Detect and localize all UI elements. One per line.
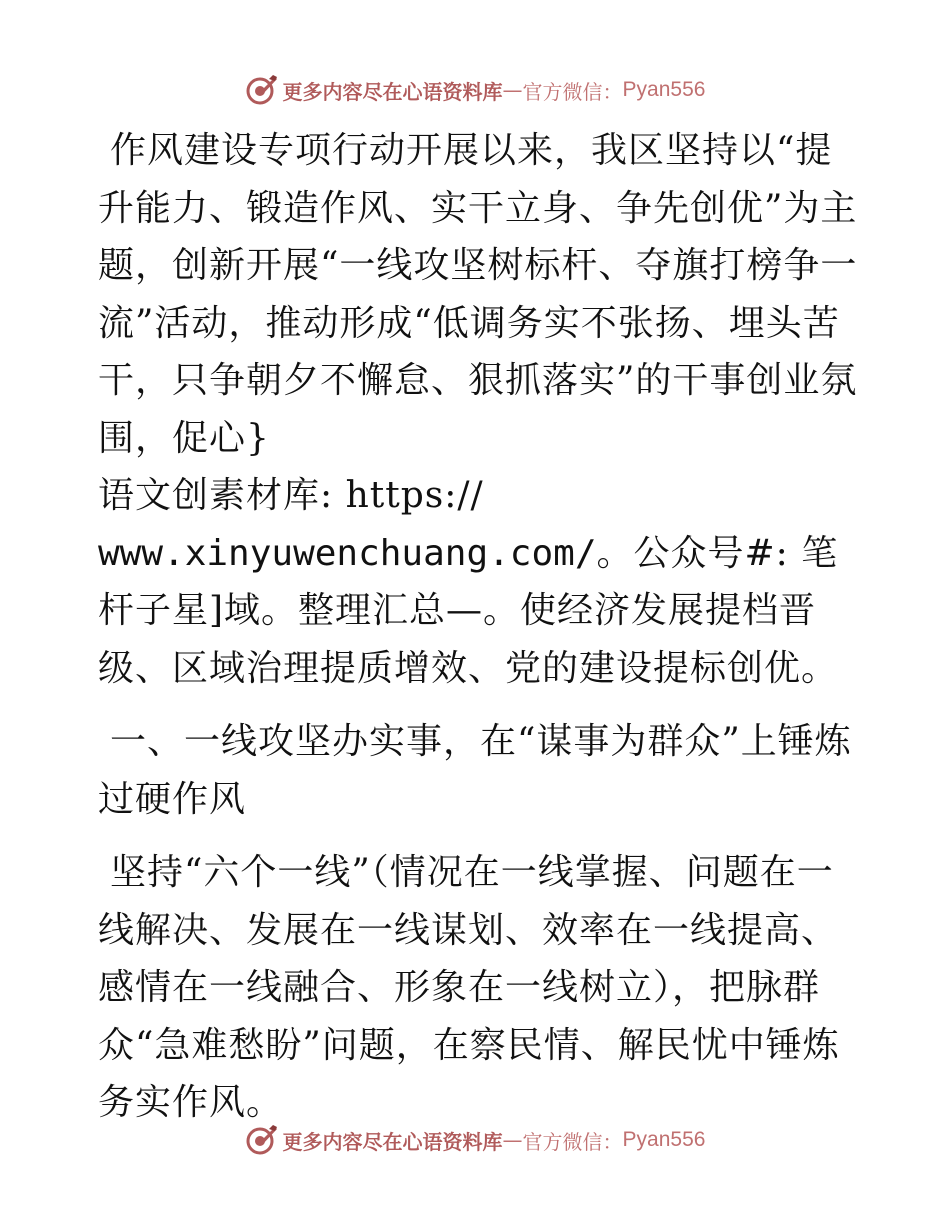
banner-separator: — xyxy=(502,78,523,102)
banner-wechat-label: 官方微信： xyxy=(522,79,623,104)
banner-wechat-label: 官方微信： xyxy=(522,1129,623,1154)
section-heading-1: 一、一线攻坚办实事，在“谋事为群众”上锤炼过硬作风 xyxy=(98,721,852,820)
header-banner xyxy=(0,70,950,110)
document-body xyxy=(98,122,858,1132)
footer-banner xyxy=(0,1120,950,1160)
banner-wechat-id: Pyan556 xyxy=(622,1128,706,1151)
quill-seal-icon xyxy=(245,1123,279,1157)
paragraph-intro-lead: 作风建设专项行动开展以来，我区坚持以“提升能力、锻造作风、实干立身、争先创优”为主题，创新开展“一线攻坚树标杆、夺旗打榜争一流”活动，推动形成“低调务实不张扬、埋头苦干，只争朝夕不懈怠、狠抓落实”的干事创业氛围，促心} xyxy=(98,130,858,459)
banner-wechat-id: Pyan556 xyxy=(622,78,706,101)
paragraph-intro xyxy=(98,122,858,697)
watermark-url: www.xinyuwenchuang.com/ xyxy=(98,532,597,574)
quill-seal-icon xyxy=(245,73,279,107)
watermark-source-line: 语文创素材库: https:// xyxy=(98,475,484,516)
banner-title: 更多内容尽在心语资料库 xyxy=(282,1129,503,1154)
banner-title: 更多内容尽在心语资料库 xyxy=(282,79,503,104)
paragraph-intro-tail: 。公众号#: 笔杆子星]域。整理汇总—。使经济发展提档晋级、区域治理提质增效、党的建设提标创优。 xyxy=(98,532,839,689)
banner-separator: — xyxy=(502,1128,523,1152)
paragraph-six-frontlines: 坚持“六个一线”（情况在一线掌握、问题在一线解决、发展在一线谋划、效率在一线提高、感情在一线融合、形象在一线树立），把脉群众“急难愁盼”问题，在察民情、解民忧中锤炼务实作风。 xyxy=(98,852,840,1123)
